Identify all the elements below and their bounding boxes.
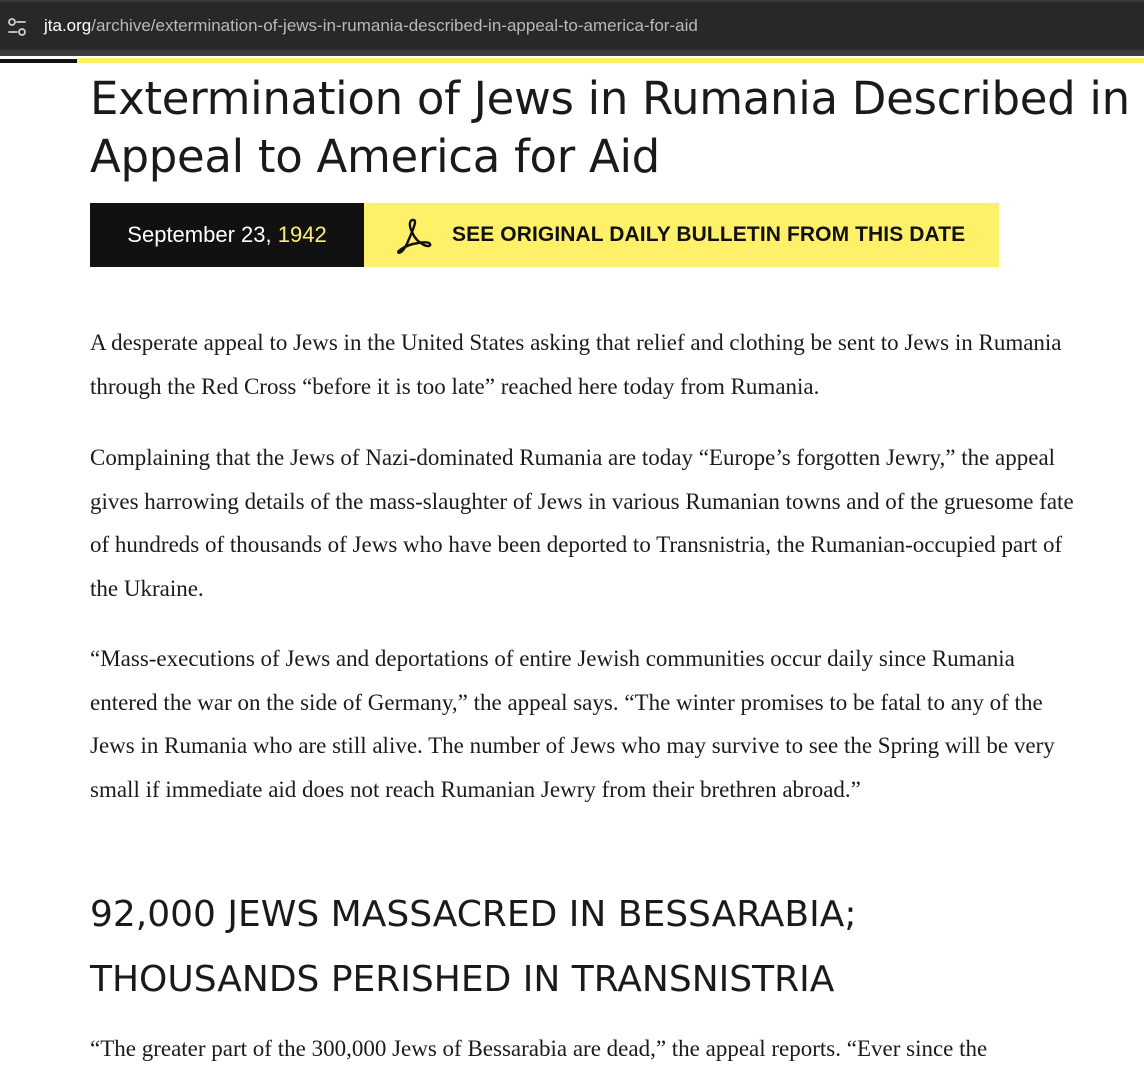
url-text[interactable]: [44, 16, 698, 36]
article-date: [90, 203, 364, 267]
section-subheading: [90, 882, 1090, 1012]
site-info-icon[interactable]: [6, 16, 28, 38]
browser-toolbar: [0, 0, 1144, 56]
url-path: /archive/extermination-of-jews-in-rumania-described-in-appeal-to-america-for-aid: [91, 16, 698, 35]
header-rule-dark: [0, 59, 77, 63]
address-bar[interactable]: [0, 2, 1144, 50]
pdf-icon: [394, 217, 434, 255]
original-bulletin-button[interactable]: [364, 203, 999, 267]
site-header-rule: [0, 56, 1144, 63]
header-rule-yellow: [77, 58, 1144, 63]
article-title: [90, 70, 1144, 186]
date-year: 1942: [277, 222, 327, 247]
title-line-1: Extermination of Jews in Rumania Described in: [90, 72, 1130, 125]
article-paragraph-2: Complaining that the Jews of Nazi-dominated Rumania are today “Europe’s forgotten Jewry,” the appeal gives harrowing details of the mass-slaughter of Jews in various Rumanian towns and of the gruesome fate of hundreds of thousands of Jews who have been deported to Transnistria, the Rumanian-occupied part of the Ukraine.: [90, 445, 1074, 601]
date-text: September 23,: [127, 222, 278, 247]
subheading-line-2: THOUSANDS PERISHED IN TRANSNISTRIA: [90, 959, 835, 1000]
url-host: jta.org: [44, 16, 92, 35]
article-paragraph-3: “Mass-executions of Jews and deportations of entire Jewish communities occur daily since Rumania entered the war on the side of Germany,” the appeal says. “The winter promises to be fatal to any of the Jews in Rumania who are still alive. The number of Jews who may survive to see the Spring will be very small if immediate aid does not reach Rumanian Jewry from their brethren abroad.”: [90, 646, 1055, 802]
bulletin-button-label: SEE ORIGINAL DAILY BULLETIN FROM THIS DATE: [452, 223, 966, 246]
article-paragraph-1: A desperate appeal to Jews in the United States asking that relief and clothing be sent to Jews in Rumania through the Red Cross “before it is too late” reached here today from Rumania.: [90, 330, 1062, 399]
subheading-line-1: 92,000 JEWS MASSACRED IN BESSARABIA;: [90, 894, 857, 935]
article-paragraph-4: “The greater part of the 300,000 Jews of Bessarabia are dead,” the appeal reports. “Ever since the: [90, 1036, 988, 1061]
title-line-2: Appeal to America for Aid: [90, 130, 660, 183]
